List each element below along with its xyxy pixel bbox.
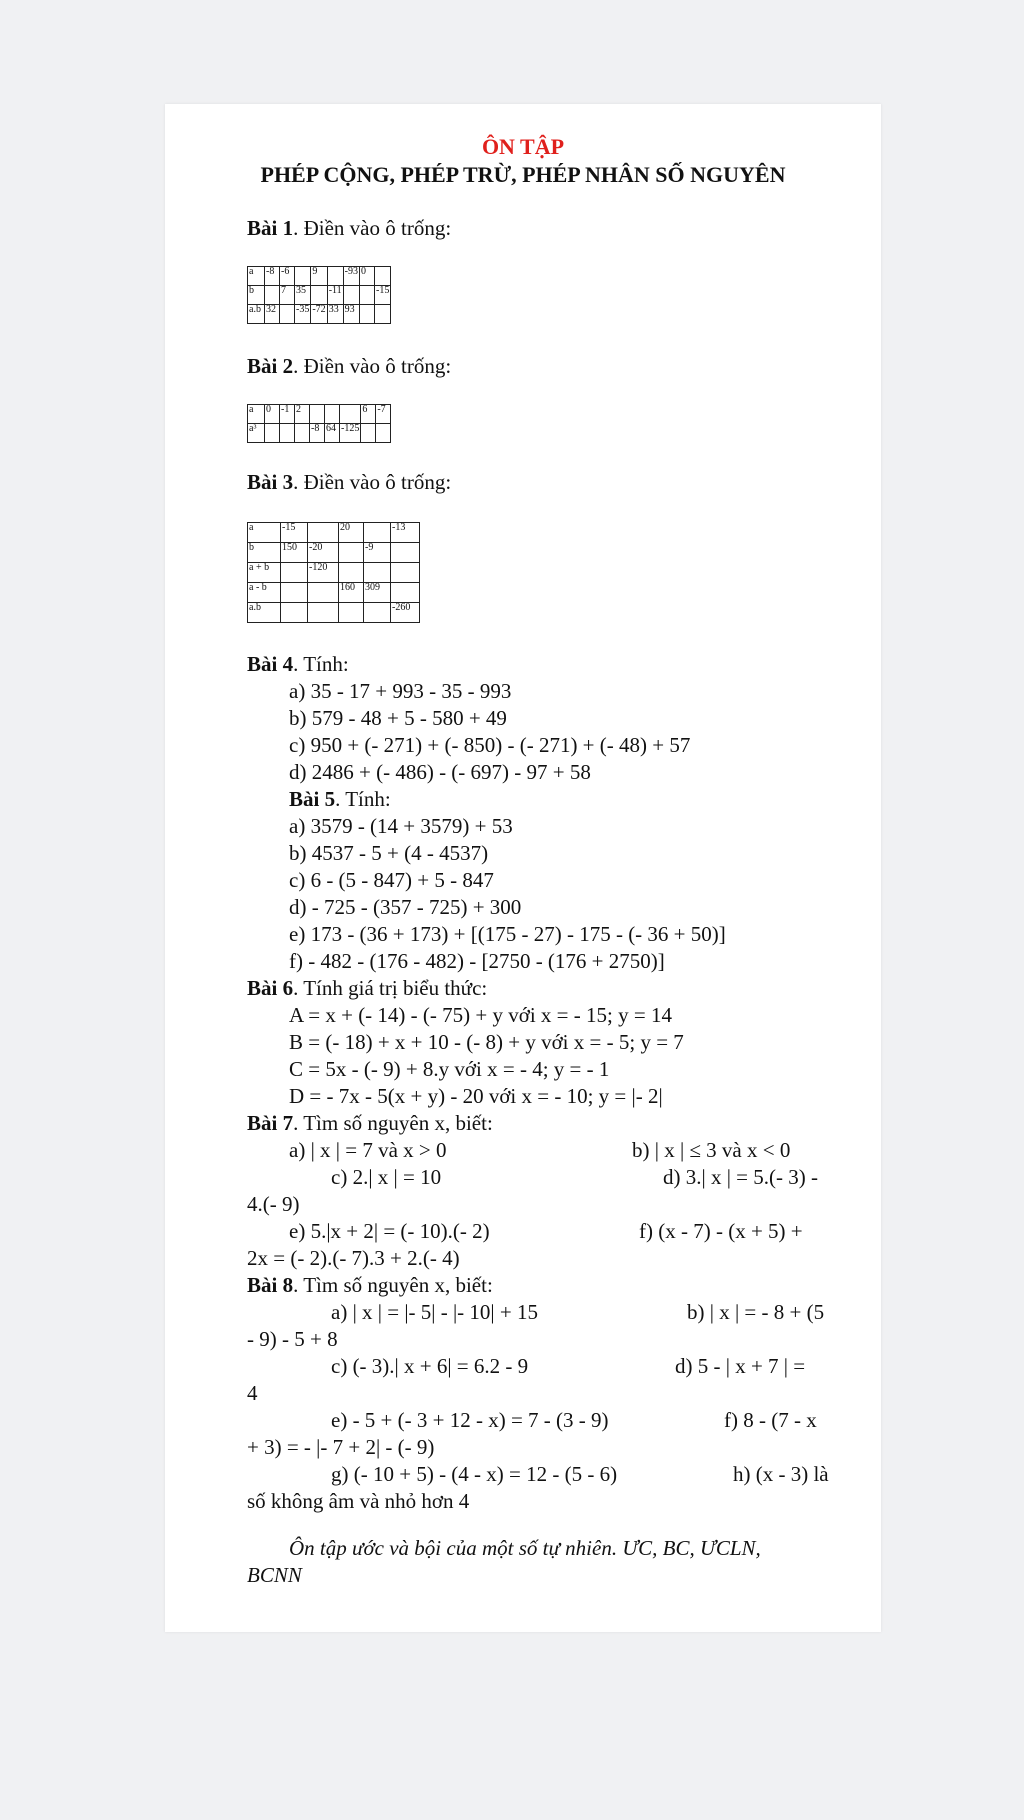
- table-cell: [310, 405, 325, 424]
- table-cell: 6: [361, 405, 376, 424]
- table-cell: -35: [295, 305, 311, 324]
- table-cell: -72: [311, 305, 327, 324]
- table-row: [248, 583, 420, 603]
- table-row: [248, 523, 420, 543]
- table-cell: -8: [265, 267, 280, 286]
- table-cell: [343, 286, 359, 305]
- exercise-7-heading: Bài 7. Tìm số nguyên x, biết:: [247, 1111, 493, 1135]
- table-cell: [295, 267, 311, 286]
- exercise-6-heading: Bài 6. Tính giá trị biểu thức:: [247, 976, 488, 1000]
- exercise-8-heading: Bài 8. Tìm số nguyên x, biết:: [247, 1273, 493, 1297]
- exercise-5-heading: Bài 5. Tính:: [289, 787, 391, 811]
- table-cell: -93: [343, 267, 359, 286]
- exercise-3-table: [247, 522, 420, 623]
- table-cell: [295, 424, 310, 443]
- exercise-4-item: b) 579 - 48 + 5 - 580 + 49: [289, 706, 507, 730]
- table-cell: [311, 286, 327, 305]
- exercise-8-a: a) | x | = |- 5| - |- 10| + 15: [331, 1300, 538, 1324]
- exercise-5-item: f) - 482 - (176 - 482) - [2750 - (176 + 2750)]: [289, 949, 665, 973]
- table-cell: -11: [327, 286, 343, 305]
- exercise-7-e: e) 5.|x + 2| = (- 10).(- 2): [289, 1219, 490, 1243]
- table-cell: -7: [376, 405, 391, 424]
- table-cell: 93: [343, 305, 359, 324]
- exercise-4-heading: Bài 4. Tính:: [247, 652, 349, 676]
- table-cell: 33: [327, 305, 343, 324]
- exercise-8-h: h) (x - 3) là: [733, 1462, 829, 1486]
- exercise-6-item: A = x + (- 14) - (- 75) + y với x = - 15; y = 14: [289, 1003, 672, 1027]
- exercise-8-h-cont: số không âm và nhỏ hơn 4: [247, 1489, 470, 1513]
- table-cell: 309: [364, 583, 391, 603]
- exercise-2-table: [247, 404, 391, 443]
- table-cell: [360, 286, 375, 305]
- table-cell: a: [248, 523, 281, 543]
- table-cell: -125: [340, 424, 361, 443]
- exercise-5-item: d) - 725 - (357 - 725) + 300: [289, 895, 522, 919]
- exercise-8-b: b) | x | = - 8 + (5: [687, 1300, 825, 1324]
- table-row: [248, 543, 420, 563]
- exercise-8-d-cont: 4: [247, 1381, 258, 1405]
- table-row: [248, 286, 391, 305]
- table-cell: [364, 563, 391, 583]
- table-cell: [375, 305, 391, 324]
- exercise-5-item: a) 3579 - (14 + 3579) + 53: [289, 814, 513, 838]
- table-cell: 150: [281, 543, 308, 563]
- table-row: [248, 563, 420, 583]
- exercise-6-item: C = 5x - (- 9) + 8.y với x = - 4; y = - 1: [289, 1057, 610, 1081]
- table-cell: [364, 523, 391, 543]
- table-cell: a: [248, 267, 265, 286]
- exercise-8-f: f) 8 - (7 - x: [724, 1408, 817, 1432]
- table-cell: [364, 603, 391, 623]
- table-cell: 64: [325, 424, 340, 443]
- table-cell: [375, 267, 391, 286]
- exercise-6-item: B = (- 18) + x + 10 - (- 8) + y với x = - 5; y = 7: [289, 1030, 684, 1054]
- table-cell: [339, 603, 364, 623]
- exercise-4-item: d) 2486 + (- 486) - (- 697) - 97 + 58: [289, 760, 591, 784]
- table-cell: [340, 405, 361, 424]
- exercise-7-f: f) (x - 7) - (x + 5) +: [639, 1219, 803, 1243]
- table-cell: 0: [265, 405, 280, 424]
- review-topic-line-cont: BCNN: [247, 1563, 302, 1587]
- table-cell: b: [248, 543, 281, 563]
- table-cell: 0: [360, 267, 375, 286]
- table-cell: 2: [295, 405, 310, 424]
- table-cell: [280, 424, 295, 443]
- document-subtitle: PHÉP CỘNG, PHÉP TRỪ, PHÉP NHÂN SỐ NGUYÊN: [260, 162, 786, 187]
- table-cell: -20: [308, 543, 339, 563]
- exercise-8-f-cont: + 3) = - |- 7 + 2| - (- 9): [247, 1435, 435, 1459]
- exercise-5-item: b) 4537 - 5 + (4 - 4537): [289, 841, 489, 865]
- table-row: [248, 305, 391, 324]
- table-cell: a + b: [248, 563, 281, 583]
- table-cell: -8: [310, 424, 325, 443]
- table-cell: [308, 523, 339, 543]
- table-cell: [391, 563, 420, 583]
- table-row: [248, 267, 391, 286]
- table-cell: 160: [339, 583, 364, 603]
- document-title: ÔN TẬP: [481, 134, 565, 159]
- table-cell: a³: [248, 424, 265, 443]
- exercise-7-c: c) 2.| x | = 10: [331, 1165, 442, 1189]
- table-cell: [339, 563, 364, 583]
- exercise-7-d: d) 3.| x | = 5.(- 3) -: [663, 1165, 818, 1189]
- table-cell: [265, 424, 280, 443]
- exercise-2-heading: Bài 2. Điền vào ô trống:: [247, 354, 452, 378]
- table-cell: a: [248, 405, 265, 424]
- table-cell: [391, 583, 420, 603]
- exercise-4-item: a) 35 - 17 + 993 - 35 - 993: [289, 679, 512, 703]
- table-cell: -15: [375, 286, 391, 305]
- table-cell: [339, 543, 364, 563]
- exercise-8-b-cont: - 9) - 5 + 8: [247, 1327, 338, 1351]
- table-row: [248, 424, 391, 443]
- table-cell: [308, 583, 339, 603]
- table-cell: -15: [281, 523, 308, 543]
- exercise-8-d: d) 5 - | x + 7 | =: [675, 1354, 806, 1378]
- table-cell: a.b: [248, 305, 265, 324]
- exercise-3-heading: Bài 3. Điền vào ô trống:: [247, 470, 452, 494]
- exercise-8-e: e) - 5 + (- 3 + 12 - x) = 7 - (3 - 9): [331, 1408, 609, 1432]
- table-cell: [281, 563, 308, 583]
- exercise-7-d-cont: 4.(- 9): [247, 1192, 300, 1216]
- table-cell: [361, 424, 376, 443]
- table-cell: 35: [295, 286, 311, 305]
- table-cell: -6: [280, 267, 295, 286]
- table-cell: [376, 424, 391, 443]
- table-cell: b: [248, 286, 265, 305]
- table-cell: -260: [391, 603, 420, 623]
- table-cell: -1: [280, 405, 295, 424]
- table-cell: a.b: [248, 603, 281, 623]
- table-cell: 7: [280, 286, 295, 305]
- table-cell: [360, 305, 375, 324]
- exercise-5-item: e) 173 - (36 + 173) + [(175 - 27) - 175 - (- 36 + 50)]: [289, 922, 726, 946]
- document-page: [165, 104, 881, 1632]
- table-cell: [308, 603, 339, 623]
- table-cell: [265, 286, 280, 305]
- exercise-7-b: b) | x | ≤ 3 và x < 0: [632, 1138, 791, 1162]
- table-row: [248, 603, 420, 623]
- table-cell: 20: [339, 523, 364, 543]
- exercise-8-c: c) (- 3).| x + 6| = 6.2 - 9: [331, 1354, 529, 1378]
- table-cell: -13: [391, 523, 420, 543]
- table-cell: [281, 603, 308, 623]
- exercise-8-g: g) (- 10 + 5) - (4 - x) = 12 - (5 - 6): [331, 1462, 618, 1486]
- table-row: [248, 405, 391, 424]
- table-cell: [281, 583, 308, 603]
- exercise-7-f-cont: 2x = (- 2).(- 7).3 + 2.(- 4): [247, 1246, 460, 1270]
- review-topic-line: Ôn tập ước và bội của một số tự nhiên. ƯC, BC, ƯCLN,: [289, 1536, 761, 1560]
- exercise-7-a: a) | x | = 7 và x > 0: [289, 1138, 447, 1162]
- table-cell: -120: [308, 563, 339, 583]
- table-cell: [327, 267, 343, 286]
- exercise-6-item: D = - 7x - 5(x + y) - 20 với x = - 10; y = |- 2|: [289, 1084, 663, 1108]
- exercise-1-heading: Bài 1. Điền vào ô trống:: [247, 216, 452, 240]
- table-cell: [391, 543, 420, 563]
- table-cell: 9: [311, 267, 327, 286]
- exercise-5-item: c) 6 - (5 - 847) + 5 - 847: [289, 868, 494, 892]
- table-cell: a - b: [248, 583, 281, 603]
- table-cell: [280, 305, 295, 324]
- table-cell: 32: [265, 305, 280, 324]
- table-cell: -9: [364, 543, 391, 563]
- table-cell: [325, 405, 340, 424]
- exercise-4-item: c) 950 + (- 271) + (- 850) - (- 271) + (- 48) + 57: [289, 733, 691, 757]
- exercise-1-table: [247, 266, 391, 324]
